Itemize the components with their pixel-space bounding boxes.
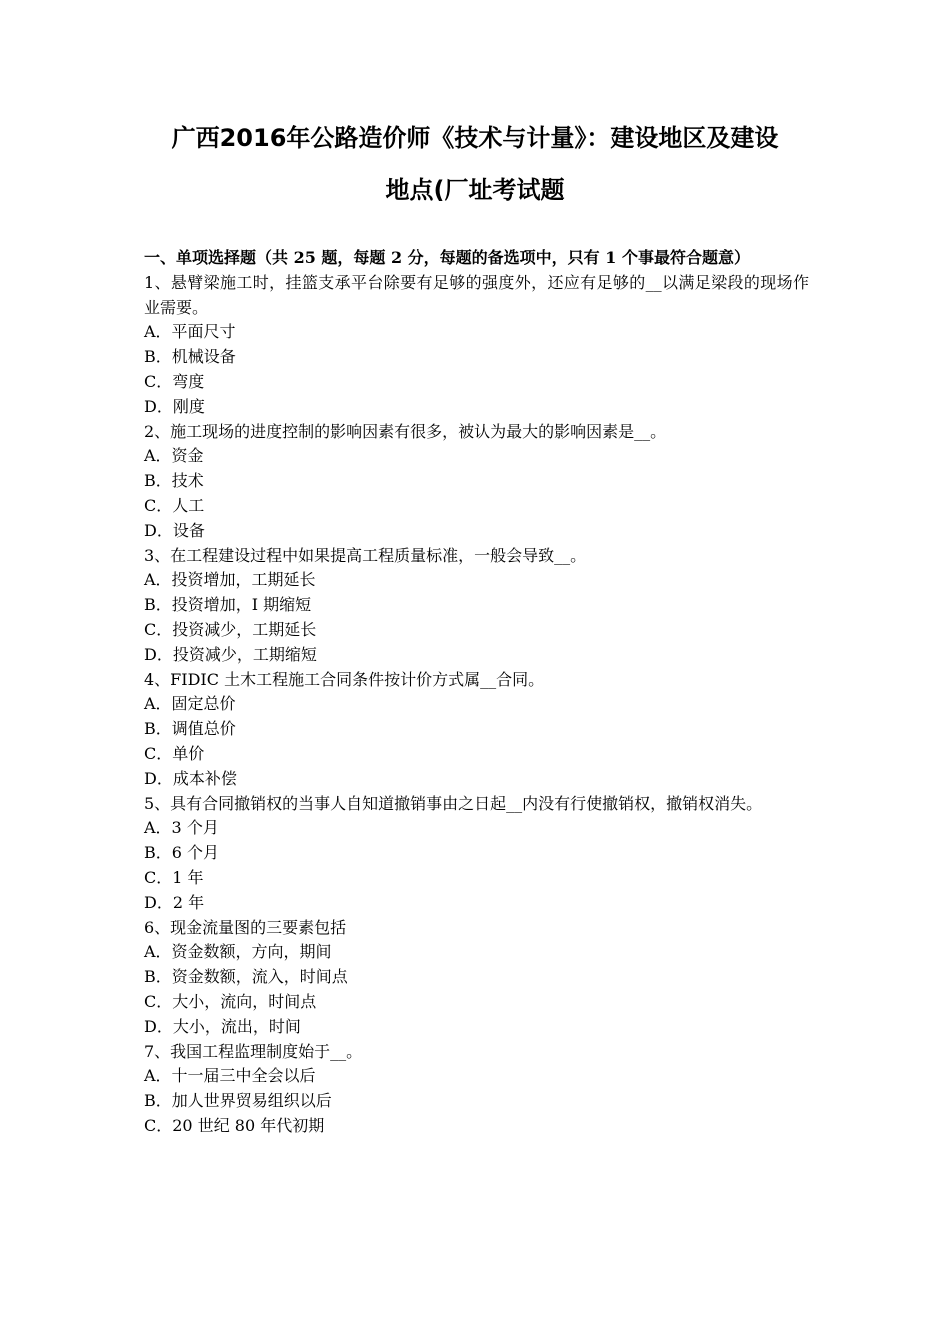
option-b: B．投资增加，I 期缩短 xyxy=(144,595,312,615)
question-stem: 2、施工现场的进度控制的影响因素有很多，被认为最大的影响因素是__。 xyxy=(144,421,667,441)
question-stem: 3、在工程建设过程中如果提高工程质量标准，一般会导致__。 xyxy=(144,545,587,565)
question-3 xyxy=(144,544,809,668)
question-7 xyxy=(144,1040,809,1139)
option-b: B．资金数额，流入，时间点 xyxy=(144,967,348,987)
option-d: D．成本补偿 xyxy=(144,768,237,788)
option-a: A．投资增加，工期延长 xyxy=(144,570,316,590)
option-d: D．设备 xyxy=(144,520,205,540)
option-c: C．投资减少，工期延长 xyxy=(144,619,317,639)
option-d: D．大小，流出，时间 xyxy=(144,1016,301,1036)
question-5 xyxy=(144,792,809,916)
option-a: A．十一届三中全会以后 xyxy=(144,1066,316,1086)
section-heading: 一、单项选择题（共 25 题，每题 2 分，每题的备选项中，只有 1 个事最符合题意） xyxy=(144,248,750,267)
option-d: D．刚度 xyxy=(144,396,205,416)
question-stem: 6、现金流量图的三要素包括 xyxy=(144,917,347,937)
question-stem: 4、FIDIC 土木工程施工合同条件按计价方式属__合同。 xyxy=(144,669,545,689)
option-c: C．1 年 xyxy=(144,867,204,887)
title-line-2: 地点(厂址考试题 xyxy=(385,176,565,204)
option-a: A．平面尺寸 xyxy=(144,322,236,342)
option-b: B．调值总价 xyxy=(144,719,236,739)
option-a: A．资金 xyxy=(144,446,204,466)
option-a: A．固定总价 xyxy=(144,694,236,714)
option-d: D．2 年 xyxy=(144,892,205,912)
question-stem: 7、我国工程监理制度始于__。 xyxy=(144,1041,363,1061)
option-b: B．6 个月 xyxy=(144,843,220,863)
option-c: C．人工 xyxy=(144,495,205,515)
option-b: B．加人世界贸易组织以后 xyxy=(144,1091,332,1111)
option-c: C．单价 xyxy=(144,743,205,763)
option-d: D．投资减少，工期缩短 xyxy=(144,644,317,664)
question-stem: 5、具有合同撤销权的当事人自知道撤销事由之日起__内没有行使撤销权，撤销权消失。 xyxy=(144,793,763,813)
option-b: B．机械设备 xyxy=(144,347,236,367)
option-c: C．大小，流向，时间点 xyxy=(144,991,317,1011)
question-stem: 1、悬臂梁施工时，挂篮支承平台除要有足够的强度外，还应有足够的__以满足梁段的现场作业需要。 xyxy=(144,272,809,317)
document-body xyxy=(144,246,809,1139)
title-line-1: 广西2016年公路造价师《技术与计量》：建设地区及建设 xyxy=(171,124,779,152)
document-title xyxy=(120,112,830,216)
option-b: B．技术 xyxy=(144,471,204,491)
question-1 xyxy=(144,271,809,420)
question-4 xyxy=(144,668,809,792)
option-c: C．20 世纪 80 年代初期 xyxy=(144,1115,325,1135)
option-a: A．3 个月 xyxy=(144,818,219,838)
question-6 xyxy=(144,916,809,1040)
question-2 xyxy=(144,420,809,544)
option-c: C．弯度 xyxy=(144,371,205,391)
option-a: A．资金数额，方向，期间 xyxy=(144,942,332,962)
